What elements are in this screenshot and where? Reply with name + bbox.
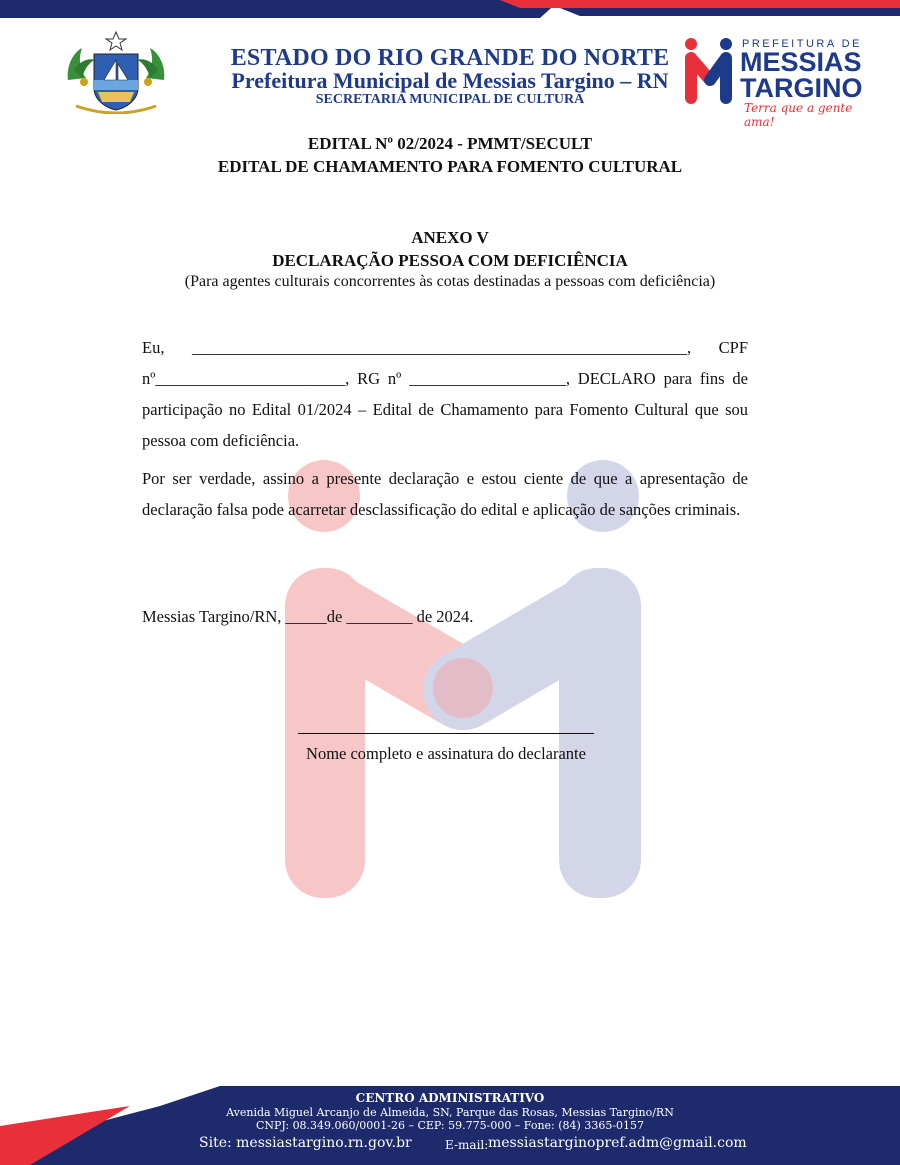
edital-subject: EDITAL DE CHAMAMENTO PARA FOMENTO CULTURAL <box>217 157 683 176</box>
date-line: Messias Targino/RN, _____de ________ de 2024. <box>142 607 474 626</box>
annex-heading <box>0 226 900 272</box>
logo-tagline: Terra que a gente ama! <box>744 101 853 129</box>
signature-line <box>298 733 594 734</box>
declaration-paragraph: Eu, ____________________________________________________________, CPF nº_______________________, RG nº ___________________, DECLARO para fins de participação no Edital 01/2024 – Edital de Chamamento para Fomento Cultural que sou pessoa com deficiência. <box>142 338 748 450</box>
state-title: ESTADO DO RIO GRANDE DO NORTE <box>230 45 670 71</box>
secretariat-title: SECRETARIA MUNICIPAL DE CULTURA <box>315 92 585 107</box>
logo-prefix: PREFEITURA DE <box>742 38 862 50</box>
edital-number: EDITAL Nº 02/2024 - PMMT/SECULT <box>307 134 593 153</box>
footer-center-title: CENTRO ADMINISTRATIVO <box>355 1091 545 1105</box>
footer-cnpj: CNPJ: 08.349.060/0001-26 – CEP: 59.775-000 – Fone: (84) 3365-0157 <box>255 1119 645 1132</box>
watermark-m-icon <box>285 460 645 900</box>
footer-email: messiastarginopref.adm@gmail.com <box>488 1135 747 1151</box>
prefecture-title: Prefeitura Municipal de Messias Targino – RN <box>231 68 669 93</box>
municipal-logo <box>684 36 874 129</box>
logo-name-line1: MESSIAS <box>740 47 862 77</box>
signature-label: Nome completo e assinatura do declarante <box>306 744 586 763</box>
annex-title: DECLARAÇÃO PESSOA COM DEFICIÊNCIA <box>272 251 628 270</box>
edital-heading <box>0 132 900 178</box>
logo-m-icon <box>684 36 734 106</box>
logo-name-line2: TARGINO <box>740 73 863 103</box>
header-block <box>160 46 740 108</box>
state-crest-icon <box>60 30 172 114</box>
footer-info <box>0 1090 900 1132</box>
footer-email-label: E-mail: <box>445 1138 489 1152</box>
top-stripe <box>0 0 900 22</box>
footer-site: Site: messiastargino.rn.gov.br <box>199 1135 412 1151</box>
footer-address: Avenida Miguel Arcanjo de Almeida, SN, Parque das Rosas, Messias Targino/RN <box>226 1106 674 1119</box>
annex-label: ANEXO V <box>411 228 489 247</box>
truth-statement-paragraph: Por ser verdade, assino a presente declaração e estou ciente de que a apresentação de declaração falsa pode acarretar desclassificação do edital e aplicação de sanções criminais. <box>142 469 748 519</box>
annex-note: (Para agentes culturais concorrentes às cotas destinadas a pessoas com deficiência) <box>184 273 716 290</box>
